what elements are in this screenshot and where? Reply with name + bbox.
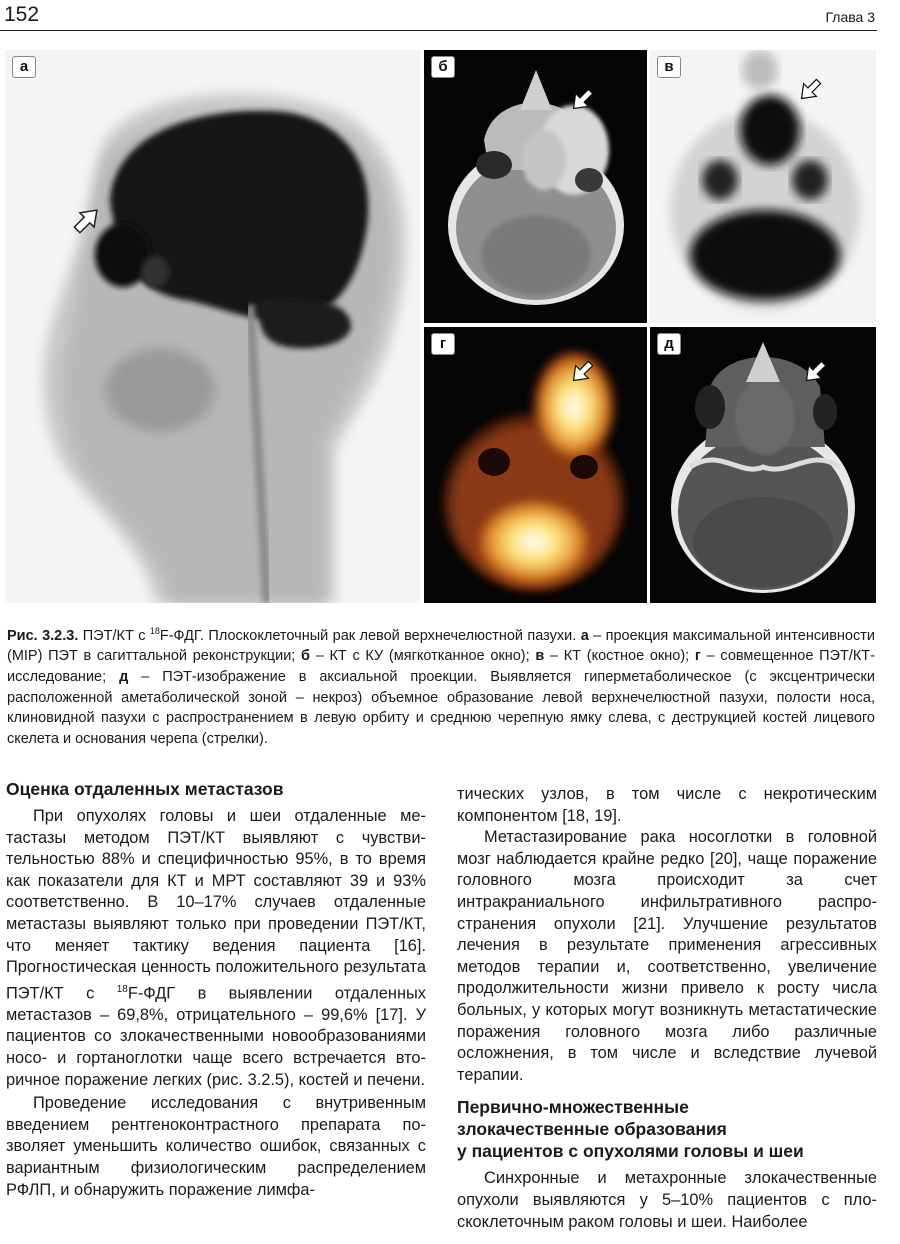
chapter-title: Глава 3 [825,9,875,25]
figure-panel-v [650,50,876,323]
panel-label-g: г [431,333,455,355]
paragraph: Синхронные и метахронные злокачественные опухоли выявляются у 5–10% пациентов с плоскоклеточным раком головы и шеи. Наиболее [457,1169,877,1231]
figure-panel-g [424,327,647,603]
paragraph: Метастазирование рака носоглотки в головной мозг наблюдается крайне редко [20], чаще поражение головного мозга происходит за счет интракраниального инфильтративного распространения опухоли [21]. Улучшение результатов лечения в результате применения агрессивных методов терапии и, соответственно, увеличение продолжительности жизни привело к росту числа больных, у которых могут возникнуть метастатические поражения головного мозга либо различные осложнения, в том числе и вследствие лучевой терапии. [457,828,877,1084]
left-column [6,778,426,1201]
pet-axial-image [650,50,876,323]
section-heading: Первично-множественные злокачественные образования у пациентов с опухолями головы и шеи [457,1097,804,1162]
panel-label-a: а [12,56,36,78]
figure-panel-d [650,327,876,603]
paragraph: тических узлов, в том числе с некротическим компонентом [18, 19]. [457,785,877,825]
figure-panel-a [5,50,420,603]
paragraph: При опухолях головы и шеи отдаленные метастазы методом ПЭТ/КТ выявляют с чувствительностью 88% и специфичностью 95%, в то время как показатели для КТ и МРТ составляют 39 и 93% соответственно. В 10–17% случаев отдаленные метастазы выявляют только при проведении ПЭТ/КТ, что меняет тактику ведения пациента [16]. Прогностическая ценность положительного результата ПЭТ/КТ с $^{18}$F-ФДГ в выявлении отдаленных метастазов – 69,8%, отрицательного – 99,6% [17]. У пациентов со злокачественными новообразованиями носо- и гортаноглотки чаще всего встречается вторичное поражение легких (рис. 3.2.5), костей и печени. [6,807,426,1089]
page-number: 152 [4,3,40,26]
ct-bone-window-image [650,327,876,603]
panel-label-d: д [657,333,681,355]
panel-label-b: б [431,56,455,78]
pet-mip-sagittal-image [5,50,420,603]
ct-soft-tissue-image [424,50,647,323]
figure-label: Рис. 3.2.3. [7,627,79,644]
figure-caption: Рис. 3.2.3. ПЭТ/КТ с $^{18}$F-ФДГ. Плоскоклеточный рак левой верхнечелюстной пазухи. а – проекция максимальной интенсивности (MIP) ПЭТ в сагиттальной реконструкции; б – КТ с КУ (мягкотканное окно); в – КТ (костное окно); г – совмещенное ПЭТ/КТ-исследование; д – ПЭТ-изображение в аксиальной проекции. Выявляется гиперметаболическое (с эксцентрически расположенной аметаболической зоной – некроз) объемное образование левой верхнечелюстной пазухи, полости носа, клиновидной пазухи с распространением в левую орбиту и среднюю черепную ямку слева, с деструкцией костей лицевого скелета и основания черепа (стрелки). [7,626,875,747]
panel-label-v: в [657,56,681,78]
page-header [0,0,877,31]
pet-ct-fusion-image [424,327,647,603]
paragraph: Проведение исследования с внутривенным введением рентгеноконтрастного препарата позволяет уменьшить количество ошибок, связанных с вариантным физиологическим распределением РФЛП, и обнаружить поражение лимфа- [6,1094,426,1199]
figure-panel-b [424,50,647,323]
right-column [457,784,877,1233]
section-heading: Оценка отдаленных метастазов [6,779,284,799]
